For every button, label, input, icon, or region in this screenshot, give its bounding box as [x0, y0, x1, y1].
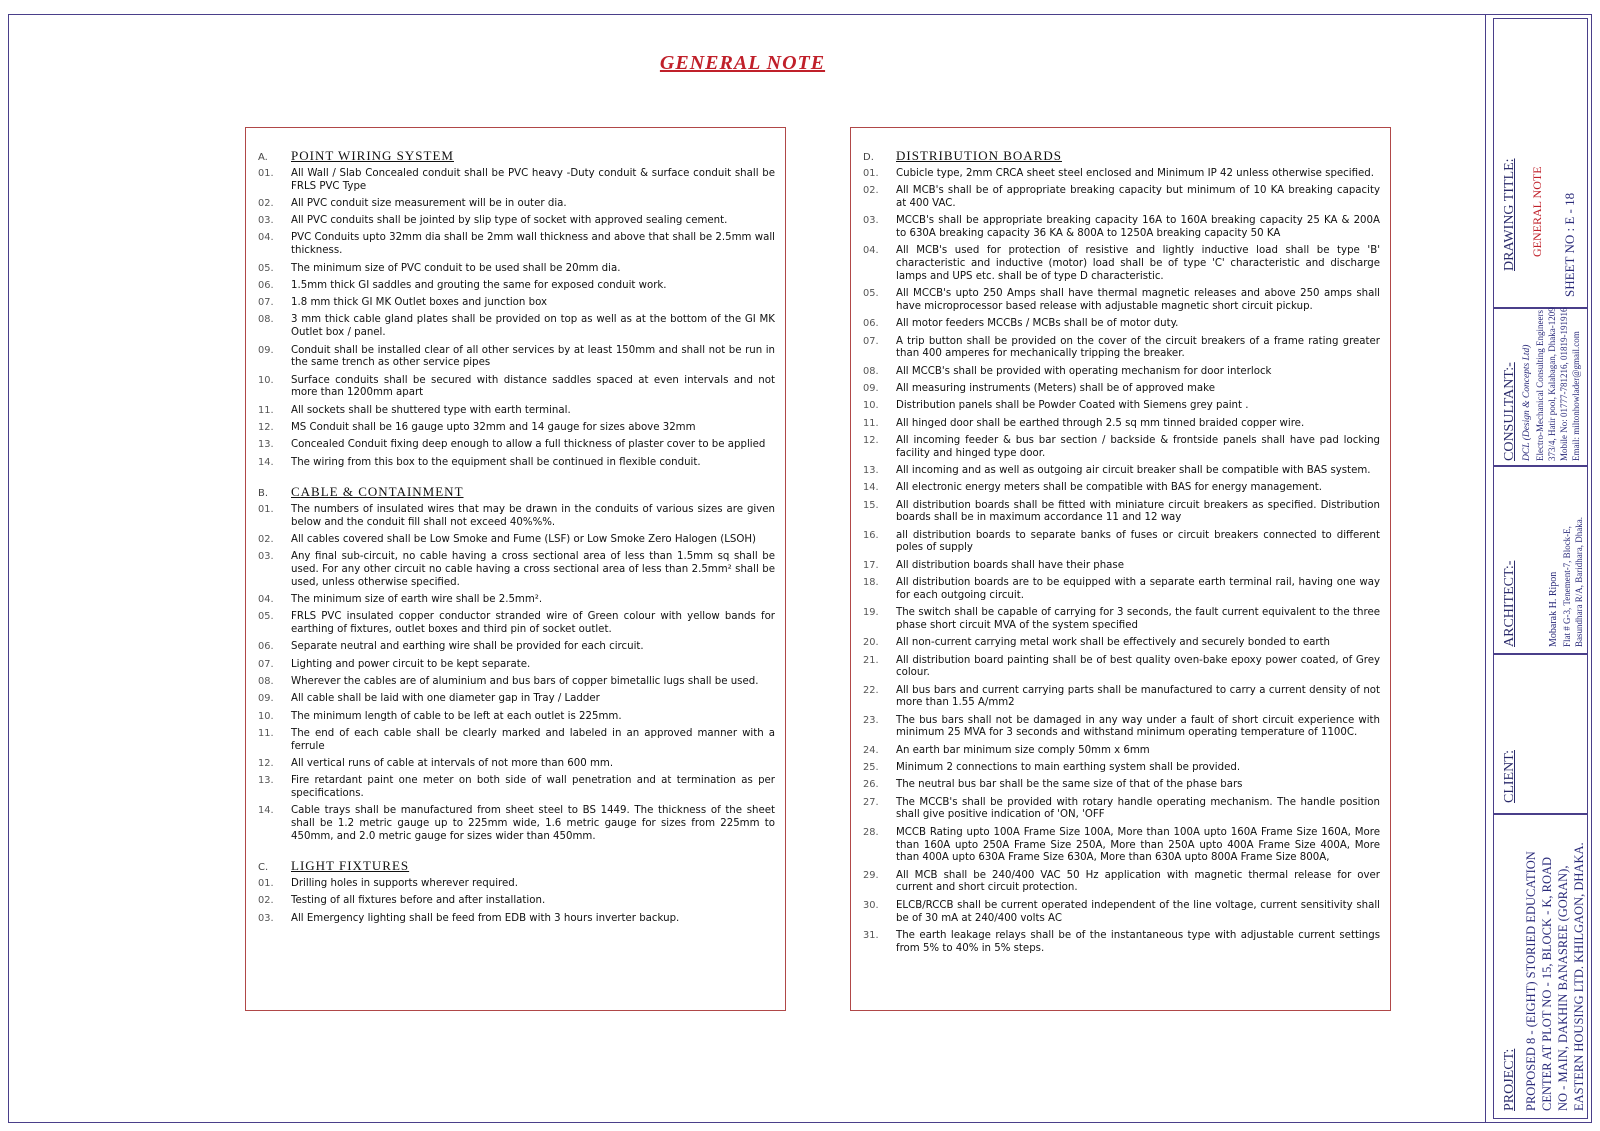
consultant-cell: [1493, 308, 1588, 466]
note-number: 06.: [258, 279, 274, 291]
note-item: [863, 366, 1380, 379]
note-text: All cables covered shall be Low Smoke and Fume (LSF) or Low Smoke Zero Halogen (LSOH): [291, 533, 756, 545]
note-number: 13.: [258, 775, 274, 787]
note-text: Surface conduits shall be secured with distance saddles spaced at even intervals and not more than 1200mm apart: [291, 374, 775, 399]
architect-cell: [1493, 466, 1588, 654]
note-text: MS Conduit shall be 16 gauge upto 32mm and 14 gauge for sizes above 32mm: [291, 422, 696, 434]
note-number: 08.: [258, 314, 274, 326]
note-text: Concealed Conduit fixing deep enough to allow a full thickness of plaster cover to be applied: [291, 439, 766, 451]
note-number: 14.: [863, 482, 879, 494]
note-text: All Emergency lighting shall be feed from EDB with 3 hours inverter backup.: [291, 912, 680, 924]
drawing-title-cell: [1493, 18, 1588, 308]
note-text: All distribution boards shall have their phase: [896, 559, 1124, 571]
note-text: All cable shall be laid with one diameter gap in Tray / Ladder: [291, 693, 600, 705]
note-text: Drilling holes in supports wherever required.: [291, 878, 518, 890]
note-text: A trip button shall be provided on the cover of the circuit breakers of a frame rating greater than 400 amperes for mechanically tripping the breaker.: [896, 335, 1380, 360]
section-letter: B.: [258, 487, 269, 499]
note-item: [863, 607, 1380, 633]
note-number: 20.: [863, 637, 879, 649]
note-text: An earth bar minimum size comply 50mm x 6mm: [896, 744, 1150, 756]
note-item: [863, 762, 1380, 775]
project-line-4: EASTERN HOUSING LTD. KHILGAON, DHAKA.: [1572, 842, 1586, 1111]
note-number: 06.: [863, 318, 879, 330]
note-number: 14.: [258, 805, 274, 817]
note-number: 06.: [258, 641, 274, 653]
note-number: 18.: [863, 577, 879, 589]
note-number: 10.: [863, 400, 879, 412]
section-letter: D.: [863, 152, 874, 163]
note-number: 23.: [863, 714, 879, 726]
note-number: 22.: [863, 684, 879, 696]
note-item: [863, 637, 1380, 650]
note-text: The earth leakage relays shall be of the instantaneous type with adjustable current settings from 5% to 40% in 5% steps.: [896, 929, 1380, 954]
note-number: 25.: [863, 762, 879, 774]
note-item: [258, 345, 775, 371]
note-item: [258, 711, 775, 724]
note-number: 29.: [863, 869, 879, 881]
note-item: [258, 676, 775, 689]
note-number: 27.: [863, 796, 879, 808]
note-item: [863, 530, 1380, 556]
architect-label: ARCHITECT:-: [1502, 560, 1517, 647]
note-number: 02.: [258, 895, 274, 907]
note-text: 3 mm thick cable gland plates shall be provided on top as well as at the bottom of the GI MK Outlet box / panel.: [291, 314, 775, 339]
note-item: [863, 318, 1380, 331]
note-text: All hinged door shall be earthed through 2.5 sq mm tinned braided copper wire.: [896, 417, 1305, 429]
note-item: [863, 655, 1380, 681]
note-number: 12.: [863, 434, 879, 446]
project-line-2: CENTER AT PLOT NO - 15, BLOCK - K, ROAD: [1540, 856, 1554, 1111]
note-number: 16.: [863, 529, 879, 541]
note-number: 11.: [258, 404, 274, 416]
note-number: 15.: [863, 499, 879, 511]
note-number: 11.: [258, 727, 274, 739]
consultant-line-2: Electro-Mechanical Consulting Engineers: [1535, 310, 1545, 461]
note-text: All MCB's used for protection of resistive and lightly inductive load shall be type 'B' characteristic and inductive (motor) load shall be of type 'C' characteristic and discharge lamps and UPS etc. shall be of type D characteristic.: [896, 245, 1380, 282]
note-text: Conduit shall be installed clear of all other services by at least 150mm and shall not be run in the same trench as other service pipes: [291, 344, 775, 369]
section-gap: [258, 848, 775, 858]
note-text: All PVC conduit size measurement will be in outer dia.: [291, 197, 567, 209]
note-text: Lighting and power circuit to be kept separate.: [291, 658, 531, 670]
consultant-line-3: 373/4, Hatir pool, Kalabagan, Dhaka-1209: [1547, 307, 1557, 461]
client-cell: [1493, 654, 1588, 814]
note-item: [863, 685, 1380, 711]
drawing-title-value: GENERAL NOTE: [1530, 166, 1544, 257]
consultant-line-5: Email: miltonhowlader@gmail.com: [1571, 331, 1581, 461]
note-text: all distribution boards to separate banks of fuses or circuit breakers connected to different poles of supply: [896, 529, 1380, 554]
note-item: [258, 263, 775, 276]
note-item: [258, 758, 775, 771]
note-text: All MCCB's upto 250 Amps shall have thermal magnetic releases and above 250 amps shall have microprocessor based release with adjustable magnetic short circuit pickup.: [896, 288, 1380, 312]
note-text: All vertical runs of cable at intervals of not more than 600 mm.: [291, 757, 614, 769]
note-item: [258, 913, 775, 926]
note-item: [258, 504, 775, 530]
note-item: [258, 405, 775, 418]
note-item: [863, 779, 1380, 792]
note-text: Testing of all fixtures before and after installation.: [291, 895, 546, 907]
note-number: 08.: [863, 365, 879, 377]
note-item: [258, 534, 775, 547]
project-cell: [1493, 814, 1588, 1119]
note-text: All non-current carrying metal work shall be effectively and securely bonded to earth: [896, 637, 1330, 649]
note-text: Cubicle type, 2mm CRCA sheet steel enclosed and Minimum IP 42 unless otherwise specified.: [896, 167, 1375, 179]
note-text: Cable trays shall be manufactured from sheet steel to BS 1449. The thickness of the sheet shall be 1.2 metric gauge up to 225mm wide, 1.6 metric gauge for sizes from 225mm to 450mm, and 2.0 metric gauge for sizes wider than 450mm.: [291, 805, 775, 842]
note-text: All sockets shall be shuttered type with earth terminal.: [291, 404, 571, 416]
section-letter: A.: [258, 152, 268, 163]
note-text: All incoming and as well as outgoing air circuit breaker shall be compatible with BAS system.: [896, 464, 1371, 476]
note-item: [863, 336, 1380, 362]
note-item: [258, 314, 775, 340]
note-number: 08.: [258, 676, 274, 687]
note-number: 01.: [258, 878, 274, 890]
notes-panel-right: [850, 127, 1391, 1011]
note-number: 28.: [863, 826, 879, 838]
client-label: CLIENT:: [1502, 750, 1517, 803]
consultant-line-4: Mobile No: 01777-781216, 01819-191916: [1559, 307, 1569, 461]
note-number: 05.: [863, 288, 879, 300]
note-number: 05.: [258, 611, 274, 623]
note-number: 09.: [258, 693, 274, 705]
note-number: 12.: [258, 757, 274, 769]
note-item: [863, 288, 1380, 314]
note-text: All MCCB's shall be provided with operating mechanism for door interlock: [896, 365, 1272, 377]
note-number: 02.: [258, 197, 274, 209]
note-item: [863, 560, 1380, 573]
section-letter: C.: [258, 862, 269, 874]
note-item: [863, 400, 1380, 413]
note-number: 03.: [863, 215, 879, 227]
note-number: 02.: [258, 533, 274, 545]
page-title: GENERAL NOTE: [659, 52, 826, 74]
note-text: All distribution boards shall be fitted with miniature circuit breakers as specified. Distribution boards shall be in maximum accordance 11 and 12 way: [896, 499, 1380, 524]
note-text: All PVC conduits shall be jointed by slip type of socket with approved sealing cement.: [291, 215, 728, 227]
note-text: Separate neutral and earthing wire shall be provided for each circuit.: [291, 641, 644, 653]
note-number: 24.: [863, 744, 879, 756]
note-text: The MCCB's shall be provided with rotary handle operating mechanism. The handle position shall give positive indication of 'ON, 'OFF: [896, 796, 1380, 821]
consultant-line-1: DCL (Design & Concepts Ltd): [1522, 344, 1532, 461]
note-number: 12.: [258, 422, 274, 434]
note-item: [863, 185, 1380, 211]
note-item: [863, 930, 1380, 956]
note-number: 03.: [258, 551, 274, 563]
note-text: 1.5mm thick GI saddles and grouting the same for exposed conduit work.: [291, 279, 667, 291]
note-text: 1.8 mm thick GI MK Outlet boxes and junction box: [291, 297, 548, 309]
section-title: CABLE & CONTAINMENT: [291, 483, 464, 499]
note-item: [863, 715, 1380, 741]
note-text: All electronic energy meters shall be compatible with BAS for energy management.: [896, 482, 1323, 494]
note-number: 31.: [863, 929, 879, 941]
note-text: The minimum size of PVC conduit to be used shall be 20mm dia.: [291, 262, 621, 274]
note-text: Distribution panels shall be Powder Coated with Siemens grey paint .: [896, 400, 1249, 412]
note-number: 30.: [863, 899, 879, 911]
note-number: 09.: [258, 344, 274, 356]
project-label: PROJECT:: [1502, 1048, 1517, 1111]
note-text: All distribution board painting shall be of best quality oven-bake epoxy power coated, of Grey colour.: [896, 654, 1380, 679]
title-strip-separator: [1485, 14, 1486, 1123]
note-number: 01.: [863, 167, 879, 179]
note-text: All motor feeders MCCBs / MCBs shall be of motor duty.: [896, 318, 1179, 330]
note-item: [258, 805, 775, 843]
note-item: [863, 215, 1380, 241]
section-header-b: [258, 483, 775, 501]
note-item: [863, 870, 1380, 896]
note-number: 19.: [863, 607, 879, 619]
note-item: [258, 551, 775, 589]
note-text: The switch shall be capable of carrying for 3 seconds, the fault current equivalent to the three phase short circuit MVA of the system specified: [896, 607, 1380, 631]
section-header-a: [258, 150, 775, 165]
note-text: PVC Conduits upto 32mm dia shall be 2mm wall thickness and above that shall be 2.5mm wall thickness.: [291, 232, 775, 257]
note-number: 04.: [863, 245, 879, 257]
note-text: Any final sub-circuit, no cable having a cross sectional area of less than 1.5mm sq shall be used. For any other circuit no cable having a cross sectional area of less than 2.5mm² shall be used, unless otherwise specified.: [291, 551, 775, 588]
architect-line-3: Basundhara R/A, Baridhara, Dhaka.: [1574, 517, 1584, 647]
note-text: The numbers of insulated wires that may be drawn in the conduits of various sizes are given below and the conduit fill shall not exceed 40%%%.: [291, 503, 775, 528]
note-number: 10.: [258, 710, 274, 722]
note-text: All bus bars and current carrying parts shall be manufactured to carry a current density of not more than 1.55 A/mm2: [896, 684, 1380, 709]
section-gap: [258, 474, 775, 484]
note-item: [863, 418, 1380, 431]
note-number: 07.: [258, 658, 274, 670]
note-number: 14.: [258, 456, 274, 468]
project-line-1: PROPOSED 8 - (EIGHT) STORIED EDUCATION: [1524, 851, 1538, 1111]
note-text: ELCB/RCCB shall be current operated independent of the line voltage, current sensitivity shall be of 30 mA at 240/400 volts AC: [896, 899, 1380, 924]
sheet-number: SHEET NO : E - 18: [1562, 192, 1577, 297]
note-item: [863, 500, 1380, 526]
note-text: All distribution boards are to be equipped with a separate earth terminal rail, having one way for each outgoing circuit.: [896, 577, 1380, 601]
note-text: The end of each cable shall be clearly marked and labeled in an approved manner with a ferrule: [291, 727, 775, 752]
note-item: [258, 297, 775, 310]
note-item: [863, 482, 1380, 495]
note-number: 04.: [258, 594, 274, 606]
note-item: [258, 659, 775, 672]
note-text: Wherever the cables are of aluminium and bus bars of copper bimetallic lugs shall be used.: [291, 676, 759, 687]
note-item: [863, 745, 1380, 758]
note-number: 05.: [258, 262, 274, 274]
note-item: [258, 280, 775, 293]
note-item: [863, 577, 1380, 603]
section-header-c: [258, 860, 775, 875]
note-number: 09.: [863, 382, 879, 394]
note-text: MCCB Rating upto 100A Frame Size 100A, More than 100A upto 160A Frame Size 160A, More than 160A upto 250A Frame Size 250A, More than 250A upto 400A Frame Size 400A, More than 400A upto 630A Frame Size 630A, More than 630A upto 800A Frame Size 800A,: [896, 826, 1380, 864]
note-item: [863, 383, 1380, 396]
note-item: [258, 457, 775, 470]
note-number: 07.: [863, 335, 879, 347]
note-item: [258, 641, 775, 654]
note-text: The wiring from this box to the equipment shall be continued in flexible conduit.: [291, 456, 701, 468]
notes-panel-left: [245, 127, 786, 1011]
note-number: 10.: [258, 374, 274, 386]
drawing-title-label: DRAWING TITLE:: [1502, 158, 1517, 271]
section-header-d: [863, 150, 1380, 165]
note-item: [863, 827, 1380, 865]
note-item: [258, 422, 775, 435]
note-item: [863, 245, 1380, 283]
note-number: 02.: [863, 185, 879, 197]
note-item: [258, 594, 775, 607]
note-item: [863, 900, 1380, 926]
note-number: 03.: [258, 215, 274, 227]
architect-line-1: Mobarak H. Ripon: [1548, 571, 1559, 647]
note-text: Minimum 2 connections to main earthing system shall be provided.: [896, 762, 1241, 774]
note-item: [258, 232, 775, 258]
note-text: The bus bars shall not be damaged in any way under a fault of short circuit experience with minimum 25 MVA for 3 seconds and withstand minimum operating temperature of 1100C.: [896, 714, 1380, 739]
note-item: [863, 797, 1380, 823]
note-item: [258, 198, 775, 211]
note-text: The minimum size of earth wire shall be 2.5mm².: [291, 594, 543, 606]
note-number: 01.: [258, 503, 274, 515]
note-number: 13.: [863, 464, 879, 476]
note-number: 03.: [258, 912, 274, 924]
note-number: 17.: [863, 559, 879, 571]
note-item: [863, 465, 1380, 478]
note-text: MCCB's shall be appropriate breaking capacity 16A to 160A breaking capacity 25 KA & 200A to 630A breaking capacity 36 KA & 800A to 1250A breaking capacity 50 KA: [896, 215, 1380, 239]
note-number: 26.: [863, 779, 879, 791]
note-item: [863, 435, 1380, 461]
note-text: The minimum length of cable to be left at each outlet is 225mm.: [291, 710, 622, 722]
note-number: 21.: [863, 654, 879, 666]
note-item: [258, 215, 775, 228]
note-item: [863, 168, 1380, 181]
note-item: [258, 693, 775, 706]
note-number: 01.: [258, 167, 274, 179]
section-title: DISTRIBUTION BOARDS: [896, 148, 1062, 163]
note-text: All measuring instruments (Meters) shall be of approved make: [896, 382, 1215, 394]
architect-line-2: Flat # G-3, Tenement-7, Block-E,: [1562, 526, 1572, 647]
note-item: [258, 895, 775, 908]
note-text: Fire retardant paint one meter on both side of wall penetration and at termination as per specifications.: [291, 775, 775, 800]
note-text: All MCB shall be 240/400 VAC 50 Hz application with magnetic thermal release for over current and short circuit protection.: [896, 869, 1380, 894]
note-text: The neutral bus bar shall be the same size of that of the phase bars: [896, 779, 1243, 791]
note-item: [258, 728, 775, 754]
note-number: 13.: [258, 439, 274, 451]
project-line-3: NO - MAIN, DAKHIN BANASREE (GORAN),: [1556, 865, 1570, 1111]
note-item: [258, 878, 775, 891]
note-text: FRLS PVC insulated copper conductor stranded wire of Green colour with yellow bands for earthing of fixtures, outlet boxes and third pin of socket outlet.: [291, 611, 775, 636]
note-item: [258, 375, 775, 401]
consultant-label: CONSULTANT:-: [1502, 362, 1517, 461]
note-number: 04.: [258, 232, 274, 244]
note-item: [258, 168, 775, 194]
note-item: [258, 611, 775, 637]
note-text: All Wall / Slab Concealed conduit shall be PVC heavy -Duty conduit & surface conduit shall be FRLS PVC Type: [291, 167, 775, 192]
section-title: LIGHT FIXTURES: [291, 858, 410, 874]
note-text: All MCB's shall be of appropriate breaking capacity but minimum of 10 KA breaking capacity at 400 VAC.: [896, 185, 1380, 209]
note-item: [258, 439, 775, 452]
note-item: [258, 775, 775, 801]
note-number: 11.: [863, 417, 879, 429]
note-text: All incoming feeder & bus bar section / backside & frontside panels shall have pad locking facility and hinged type door.: [896, 434, 1380, 459]
section-title: POINT WIRING SYSTEM: [291, 148, 454, 163]
note-number: 07.: [258, 297, 274, 309]
